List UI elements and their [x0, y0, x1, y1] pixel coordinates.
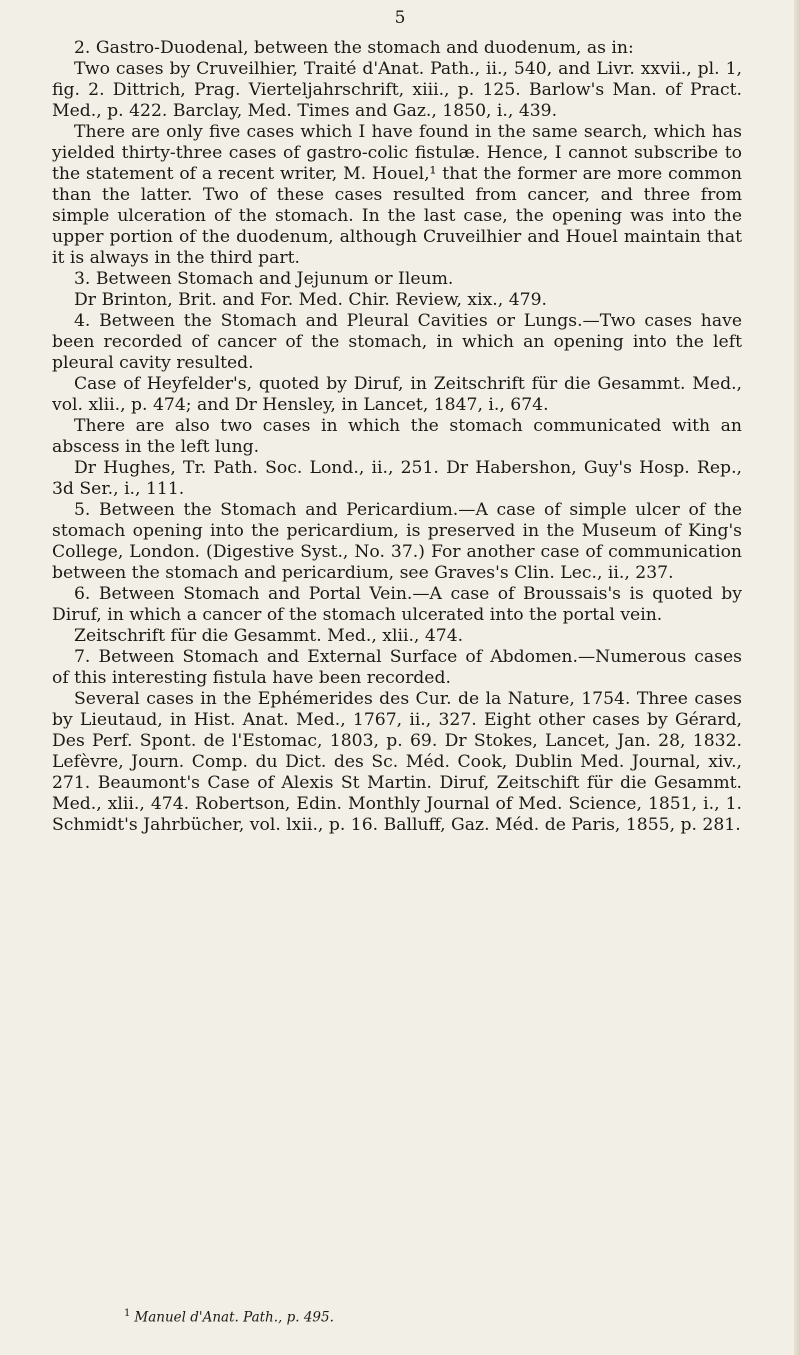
section-6-heading: 6. Between Stomach and Portal Vein.—A case of Broussais's is quoted by Diruf, in which a cancer of the stomach ulcerated into the portal vein.	[52, 584, 742, 625]
body-text	[52, 38, 742, 836]
section-6-citations: Zeitschrift für die Gesammt. Med., xlii., 474.	[74, 626, 464, 646]
page-edge-shadow	[794, 0, 800, 1355]
page-number: 5	[394, 8, 406, 28]
section-2-citations: Two cases by Cruveilhier, Traité d'Anat. Path., ii., 540, and Livr. xxvii., pl. 1, fig. 2. Dittrich, Prag. Vierteljahrschrift, xiii., p. 125. Barlow's Man. of Pract. Med., p. 422. Barclay, Med. Times and Gaz., 1850, i., 439.	[52, 59, 742, 121]
section-7-citations: Several cases in the Ephémerides des Cur. de la Nature, 1754. Three cases by Lieutaud, in Hist. Anat. Med., 1767, ii., 327. Eight other cases by Gérard, Des Perf. Spont. de l'Estomac, 1803, p. 69. Dr Stokes, Lancet, Jan. 28, 1832. Lefèvre, Journ. Comp. du Dict. des Sc. Méd. Cook, Dublin Med. Journal, xiv., 271. Beaumont's Case of Alexis St Martin. Diruf, Zeitschift für die Gesammt. Med., xlii., 474. Robertson, Edin. Monthly Journal of Med. Science, 1851, i., 1. Schmidt's Jahrbücher, vol. lxii., p. 16. Balluff, Gaz. Méd. de Paris, 1855, p. 281.	[52, 689, 742, 835]
footnote-text: Manuel d'Anat. Path., p. 495.	[134, 1309, 334, 1326]
section-3-citations: Dr Brinton, Brit. and For. Med. Chir. Review, xix., 479.	[74, 290, 547, 310]
footnote	[124, 1308, 334, 1326]
section-3-heading: 3. Between Stomach and Jejunum or Ileum.	[74, 269, 454, 289]
section-4-citations-2: Dr Hughes, Tr. Path. Soc. Lond., ii., 251. Dr Habershon, Guy's Hosp. Rep., 3d Ser., i., 111.	[52, 458, 742, 499]
section-4-body: There are also two cases in which the stomach communicated with an abscess in the left lung.	[52, 416, 742, 457]
section-4-heading: 4. Between the Stomach and Pleural Cavities or Lungs.—Two cases have been recorded of cancer of the stomach, in which an opening into the left pleural cavity resulted.	[52, 311, 742, 373]
section-5-heading: 5. Between the Stomach and Pericardium.—A case of simple ulcer of the stomach opening into the pericardium, is preserved in the Museum of King's College, London. (Digestive Syst., No. 37.) For another case of communication between the stomach and pericardium, see Graves's Clin. Lec., ii., 237.	[52, 500, 742, 583]
section-4-citations: Case of Heyfelder's, quoted by Diruf, in Zeitschrift für die Gesammt. Med., vol. xlii., p. 474; and Dr Hensley, in Lancet, 1847, i., 674.	[52, 374, 742, 415]
section-7-heading: 7. Between Stomach and External Surface of Abdomen.—Numerous cases of this interesting fistula have been recorded.	[52, 647, 742, 688]
footnote-mark: 1	[124, 1308, 131, 1319]
section-2-heading: 2. Gastro-Duodenal, between the stomach and duodenum, as in:	[74, 38, 634, 58]
section-2-body: There are only five cases which I have found in the same search, which has yielded thirty-three cases of gastro-colic fistulæ. Hence, I cannot subscribe to the statement of a recent writer, M. Houel,¹ that the former are more common than the latter. Two of these cases resulted from cancer, and three from simple ulceration of the stomach. In the last case, the opening was into the upper portion of the duodenum, although Cruveilhier and Houel maintain that it is always in the third part.	[52, 122, 742, 268]
